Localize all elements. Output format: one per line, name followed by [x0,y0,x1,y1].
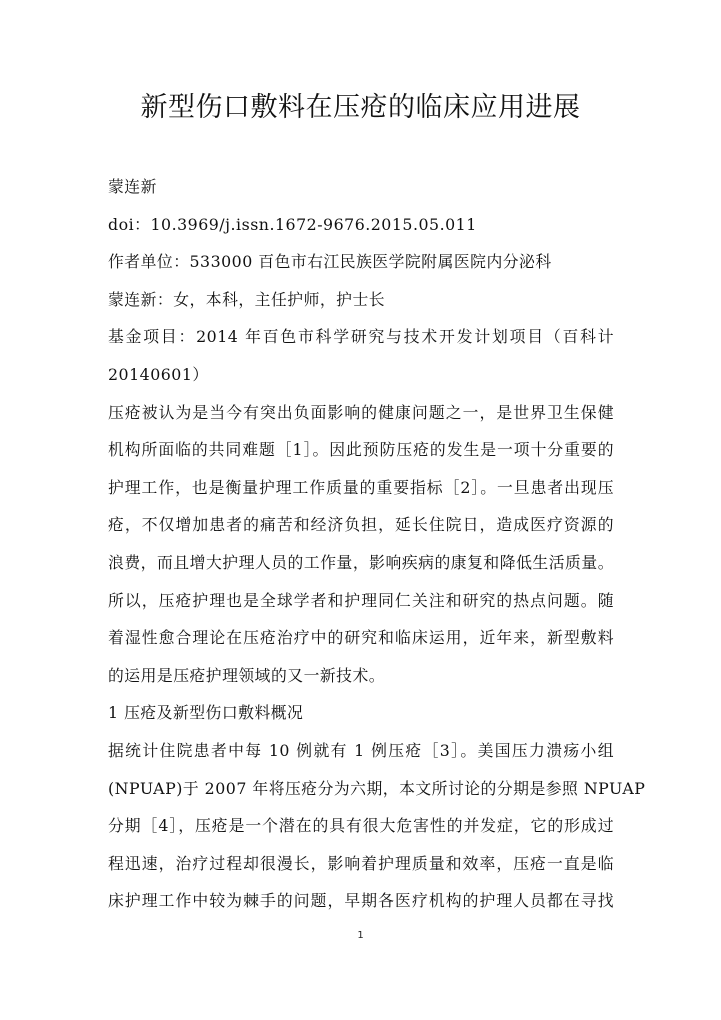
intro-paragraph-line: 浪费，而且增大护理人员的工作量，影响疾病的康复和降低生活质量。 [108,552,614,572]
section1-paragraph-line: 程迅速，治疗过程却很漫长，影响着护理质量和效率，压疮一直是临 [108,853,614,873]
affiliation: 作者单位：533000 百色市右江民族医学院附属医院内分泌科 [108,252,552,272]
document-body [108,168,646,920]
author-bio: 蒙连新：女，本科，主任护师，护士长 [108,289,386,309]
intro-paragraph-line: 着湿性愈合理论在压疮治疗中的研究和临床运用，近年来，新型敷料 [108,628,614,648]
section-heading: 1 压疮及新型伤口敷料概况 [108,703,304,723]
intro-paragraph-line: 疮，不仅增加患者的痛苦和经济负担，延长住院日，造成医疗资源的 [108,515,614,535]
document-title: 新型伤口敷料在压疮的临床应用进展 [140,92,581,123]
intro-paragraph-line: 压疮被认为是当今有突出负面影响的健康问题之一，是世界卫生保健 [108,402,614,422]
doi: doi：10.3969/j.issn.1672-9676.2015.05.011 [108,214,477,234]
funding-line: 20140601） [108,364,209,384]
section1-paragraph-line: 据统计住院患者中每 10 例就有 1 例压疮［3］。美国压力溃疡小组 [108,740,614,760]
funding-line: 基金项目：2014 年百色市科学研究与技术开发计划项目（百科计 [108,327,614,347]
intro-paragraph-line: 护理工作，也是衡量护理工作质量的重要指标［2］。一旦患者出现压 [108,477,614,497]
section1-paragraph-line: 分期［4］，压疮是一个潜在的具有很大危害性的并发症，它的形成过 [108,816,614,836]
intro-paragraph-line: 机构所面临的共同难题［1］。因此预防压疮的发生是一项十分重要的 [108,440,614,460]
section1-paragraph-line: (NPUAP)于 2007 年将压疮分为六期，本文所讨论的分期是参照 NPUAP [108,778,646,798]
intro-paragraph-line: 的运用是压疮护理领域的又一新技术。 [108,665,386,685]
author-name: 蒙连新 [108,177,157,196]
section1-paragraph-line: 床护理工作中较为棘手的问题，早期各医疗机构的护理人员都在寻找 [108,891,614,911]
page-number: 1 [357,930,364,941]
intro-paragraph-line: 所以，压疮护理也是全球学者和护理同仁关注和研究的热点问题。随 [108,590,614,610]
